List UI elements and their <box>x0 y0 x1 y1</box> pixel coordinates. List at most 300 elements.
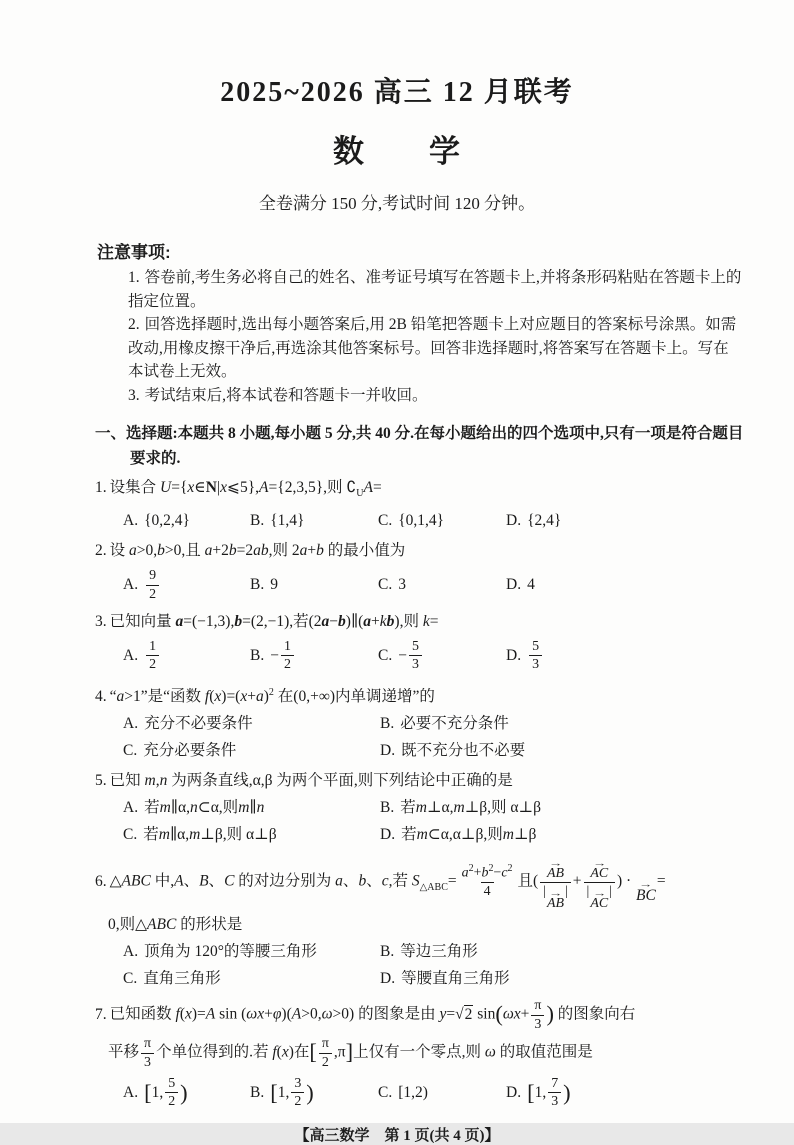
question-stem-line <box>95 996 752 1034</box>
math-var: x <box>214 688 222 705</box>
fraction-numerator: π <box>144 1036 152 1052</box>
math-text: 若 <box>144 799 160 816</box>
math-bold-var: a <box>321 612 330 630</box>
options-row <box>95 637 752 675</box>
math-bold-var: b <box>234 612 243 630</box>
math-text: 既不充分也不必要 <box>401 742 526 759</box>
option-label: B. <box>380 715 395 732</box>
fraction-numerator: 9 <box>149 568 157 584</box>
question-stem-line <box>95 1034 752 1072</box>
math-var: x <box>185 1005 192 1023</box>
math-var: ab <box>253 542 269 560</box>
math-text: = <box>447 872 457 890</box>
math-text: =2 <box>236 542 254 560</box>
math-var: m <box>415 799 427 816</box>
math-text: )=( <box>221 688 241 705</box>
math-text: 、 <box>342 872 359 890</box>
math-var: U <box>160 479 172 496</box>
math-var: b <box>157 542 165 560</box>
math-var: m <box>502 826 514 843</box>
option <box>123 823 380 847</box>
question-number: 5. <box>95 772 107 789</box>
vector <box>590 860 608 882</box>
fraction-denominator: 2 <box>146 655 159 673</box>
math-var: m <box>159 799 171 816</box>
math-text: + <box>473 866 482 882</box>
math-bold-var: b <box>338 612 346 630</box>
math-text: ={ <box>171 479 188 496</box>
square-root <box>455 1005 473 1023</box>
notice-item-number: 2. <box>128 316 140 333</box>
notice-item <box>97 384 742 408</box>
option-label: A. <box>123 943 139 961</box>
question-number: 2. <box>95 542 107 560</box>
option-label: B. <box>380 943 395 961</box>
fraction-numerator: 5 <box>532 638 540 654</box>
notice-item-text: 回答选择题时,选出每小题答案后,用 2B 铅笔把答题卡上对应题目的答案标号涂黑。如需改动,用橡皮擦干净后,再选涂其他答案标号。回答非选择题时,将答案写在答题卡上。写在本试卷上无效。 <box>128 316 737 380</box>
option-label: D. <box>380 826 396 843</box>
math-text: ) · <box>616 872 636 890</box>
vector-arrow-icon: → <box>592 887 606 898</box>
fraction-denominator: 3 <box>409 655 422 673</box>
math-text: △ <box>109 872 122 890</box>
fraction-numerator: 1 <box>283 638 291 654</box>
big-bracket: ( <box>495 1001 503 1027</box>
math-var: f <box>204 688 210 705</box>
math-text: 平移 <box>108 1043 140 1061</box>
subject-title: 数 学 <box>333 134 461 169</box>
math-text: ,则 2 <box>268 542 300 560</box>
math-text: ⊥β,则 α⊥β <box>464 799 542 816</box>
math-var: S <box>411 872 420 890</box>
big-bracket: [ <box>270 1079 278 1105</box>
question-number: 6. <box>95 872 107 890</box>
question <box>95 852 752 991</box>
math-text: | <box>586 883 590 899</box>
math-var: c <box>501 866 508 882</box>
math-text: 、 <box>183 872 200 890</box>
math-var: m <box>453 799 465 816</box>
big-bracket: ) <box>563 1079 571 1105</box>
question-stem-line <box>95 538 752 564</box>
fraction-numerator: 3 <box>294 1076 302 1092</box>
math-text: 必要不充分条件 <box>400 715 509 732</box>
fraction-numerator: 1 <box>149 638 157 654</box>
superscript: 2 <box>468 863 474 875</box>
notice-item-number: 1. <box>128 269 140 286</box>
fraction-numerator: 5 <box>168 1076 176 1092</box>
option <box>123 796 380 820</box>
fraction-denominator: 3 <box>531 1015 544 1033</box>
option <box>380 967 752 991</box>
math-text: − <box>493 866 502 882</box>
math-text: 等腰直角三角形 <box>401 970 510 988</box>
fraction <box>146 638 159 674</box>
option <box>380 796 752 820</box>
option <box>123 739 380 763</box>
math-text: {0,1,4} <box>398 512 445 530</box>
question-stem-line <box>95 680 752 710</box>
math-text: 充分不必要条件 <box>144 715 253 732</box>
math-var: A <box>363 479 373 496</box>
math-text: ,若 <box>388 872 412 890</box>
math-var: B <box>199 872 209 890</box>
fraction <box>281 638 294 674</box>
big-bracket: [ <box>144 1079 152 1105</box>
math-bold-var: a <box>363 612 372 630</box>
option <box>378 637 506 675</box>
math-text: +2 <box>212 542 229 560</box>
math-var: m <box>238 799 250 816</box>
math-var: A <box>291 1005 302 1023</box>
math-text: ( <box>209 688 215 705</box>
math-text: 9 <box>270 576 278 594</box>
math-text: = <box>429 612 439 630</box>
notice-section <box>97 238 742 407</box>
options-row <box>95 712 752 763</box>
math-text: − <box>270 646 279 664</box>
option <box>123 637 250 675</box>
math-text: 的最小值为 <box>323 542 406 560</box>
math-text: 已知 <box>109 772 145 789</box>
math-var: k <box>379 612 387 630</box>
math-var: ω <box>321 1005 333 1023</box>
option-label: A. <box>123 646 139 664</box>
math-text: , <box>155 772 160 789</box>
fraction-denominator: 3 <box>529 655 542 673</box>
fraction-denominator: 2 <box>165 1092 178 1110</box>
math-text: 直角三角形 <box>143 970 221 988</box>
math-bold: N <box>205 479 217 496</box>
notice-item <box>97 313 742 384</box>
fraction <box>584 853 615 911</box>
section-heading: 一、选择题:本题共 8 小题,每小题 5 分,共 40 分.在每小题给出的四个选项中,只有一项是符合题目要求的. <box>95 425 744 467</box>
math-text: | <box>609 883 612 899</box>
option-label: D. <box>506 1083 522 1101</box>
math-text: 4 <box>527 576 535 594</box>
vector <box>547 860 564 882</box>
option <box>506 509 752 533</box>
math-text: >0) 的图象是由 <box>332 1005 440 1023</box>
fraction <box>531 997 544 1033</box>
math-text: [1,2) <box>398 1083 428 1101</box>
math-var: a <box>299 542 308 560</box>
math-var: b <box>316 542 324 560</box>
math-text: >0, <box>301 1005 322 1023</box>
vector <box>546 887 564 912</box>
math-var: a <box>129 542 137 560</box>
fraction <box>291 1075 304 1111</box>
math-var: ABC <box>121 872 151 890</box>
vector-arrow-icon: → <box>548 887 563 898</box>
math-text: | <box>543 883 546 899</box>
math-text: 等边三角形 <box>400 943 478 961</box>
math-text: sin <box>473 1005 496 1023</box>
math-var: A <box>205 1005 216 1023</box>
math-var: m <box>158 826 170 843</box>
fraction <box>146 567 159 603</box>
vector-name: AC <box>590 895 609 911</box>
math-var: a <box>116 688 125 705</box>
math-var: m <box>144 772 156 789</box>
math-text: 为两条直线,α,β 为两个平面,则下列结论中正确的是 <box>167 772 513 789</box>
subscript: U <box>356 488 364 500</box>
subscript: △ABC <box>419 881 448 893</box>
math-text: ∥α, <box>169 826 190 843</box>
math-text: >1”是“函数 <box>124 688 205 705</box>
big-bracket: ) <box>306 1079 314 1105</box>
fraction-numerator: 7 <box>551 1076 559 1092</box>
math-text: 个单位得到的.若 <box>156 1043 273 1061</box>
option-label: A. <box>123 715 139 732</box>
math-text: ={2,3,5},则 ∁ <box>268 479 357 496</box>
question-number: 1. <box>95 479 107 496</box>
option-label: D. <box>506 512 522 530</box>
vector <box>590 887 609 912</box>
math-var: A <box>174 872 184 890</box>
math-var: φ <box>272 1005 282 1023</box>
radical-icon: √ <box>455 1005 464 1023</box>
fraction-denominator: 2 <box>291 1092 304 1110</box>
question-stem-line <box>95 852 752 912</box>
fraction-denominator: 3 <box>548 1092 561 1110</box>
fraction <box>529 638 542 674</box>
vector-name: AB <box>546 866 564 881</box>
fraction-denominator: 4 <box>481 882 494 900</box>
option-label: C. <box>123 970 138 988</box>
option-label: B. <box>380 799 395 816</box>
math-text: ⊥β,则 α⊥β <box>200 826 277 843</box>
fraction <box>409 638 422 674</box>
math-text: 的图象向右 <box>553 1005 636 1023</box>
option <box>378 1081 506 1105</box>
question-number: 4. <box>95 688 107 705</box>
math-text: 顶角为 120°的等腰三角形 <box>144 943 317 961</box>
option <box>380 823 752 847</box>
fraction-denominator: 2 <box>281 655 294 673</box>
question <box>95 768 752 847</box>
option <box>123 566 250 604</box>
math-text: 且( <box>517 872 539 890</box>
math-text: 中, <box>150 872 175 890</box>
option <box>506 637 752 675</box>
page-footer-area <box>0 1124 794 1145</box>
math-var: a <box>256 688 264 705</box>
option <box>123 967 380 991</box>
math-var: c <box>381 872 389 890</box>
math-text: | <box>216 479 221 496</box>
option <box>250 637 378 675</box>
fraction-denominator: 2 <box>146 585 159 603</box>
math-text: {2,4} <box>527 512 562 530</box>
option <box>123 940 380 964</box>
math-bold-var: a <box>175 612 184 630</box>
question-stem-line <box>95 768 752 794</box>
option-label: C. <box>378 576 393 594</box>
math-text: ( <box>179 1005 185 1023</box>
math-text: + <box>572 872 582 890</box>
math-text: )= <box>191 1005 206 1023</box>
math-text: ),则 <box>394 612 423 630</box>
math-text: ,π <box>333 1043 346 1061</box>
notice-item-number: 3. <box>128 386 140 404</box>
math-text: ⊥α, <box>426 799 454 816</box>
vector-arrow-icon: → <box>639 878 653 889</box>
math-var: y <box>439 1005 447 1023</box>
math-text: 已知向量 <box>109 612 176 630</box>
question <box>95 680 752 763</box>
fraction-denominator: 3 <box>141 1053 154 1071</box>
vector-name: AB <box>546 895 564 911</box>
option-label: B. <box>250 576 265 594</box>
math-text: =(2,−1),若(2 <box>242 612 322 630</box>
math-text: >0, <box>136 542 158 560</box>
option <box>506 1074 752 1112</box>
math-text: )( <box>281 1005 292 1023</box>
math-text: ∥ <box>249 799 257 816</box>
math-var: ABC <box>147 916 177 934</box>
math-text: 上仅有一个零点,则 <box>353 1043 485 1061</box>
question-number: 3. <box>95 612 107 630</box>
options-row <box>95 509 752 533</box>
math-text: − <box>329 612 339 630</box>
vector-name: AC <box>590 866 609 881</box>
math-text: {1,4} <box>270 512 305 530</box>
question-stem-line <box>95 609 752 635</box>
math-text: 设 <box>109 542 130 560</box>
vector-arrow-icon: → <box>548 858 563 868</box>
option-label: C. <box>123 742 138 759</box>
math-text: = <box>372 479 382 496</box>
math-text: 在(0,+∞)内单调递增”的 <box>273 688 435 705</box>
radicand: 2 <box>464 1005 473 1023</box>
math-text: 1, <box>277 1083 290 1101</box>
big-bracket: [ <box>527 1079 535 1105</box>
option <box>123 509 250 533</box>
exam-header <box>0 0 794 214</box>
option <box>506 573 752 597</box>
option <box>378 573 506 597</box>
math-var: n <box>159 772 168 789</box>
math-text: =(−1,3), <box>183 612 235 630</box>
math-text: 设集合 <box>109 479 161 496</box>
exam-title: 2025~2026 高三 12 月联考 <box>220 77 574 108</box>
superscript: 2 <box>268 686 274 698</box>
fraction <box>141 1035 154 1071</box>
math-text: ⊂α,α⊥β,则 <box>427 826 503 843</box>
options-row <box>95 1074 752 1112</box>
math-var: m <box>416 826 428 843</box>
math-text: ⊂α,则 <box>197 799 239 816</box>
question <box>95 475 752 533</box>
math-text: ⊥β <box>513 826 537 843</box>
math-text: 、 <box>208 872 225 890</box>
math-text: = <box>446 1005 456 1023</box>
option-label: A. <box>123 512 139 530</box>
option-label: A. <box>123 576 139 594</box>
option-label: B. <box>250 646 265 664</box>
option-label: A. <box>123 1083 139 1101</box>
big-bracket: ] <box>345 1039 354 1065</box>
question-stem-line <box>95 475 752 507</box>
exam-info-line: 全卷满分 150 分,考试时间 120 分钟。 <box>258 194 536 213</box>
choice-section <box>0 421 794 1112</box>
math-text: )在 <box>288 1043 310 1061</box>
option-label: D. <box>506 576 522 594</box>
notice-heading: 注意事项: <box>97 243 171 262</box>
math-var: ωx <box>502 1005 521 1023</box>
fraction-numerator: 5 <box>411 638 419 654</box>
fraction <box>540 853 571 911</box>
option <box>380 712 752 736</box>
fraction-denominator <box>540 882 571 912</box>
options-row <box>95 940 752 991</box>
option-label: D. <box>380 742 396 759</box>
math-text: 1, <box>534 1083 547 1101</box>
math-var: b <box>481 866 489 882</box>
math-text: ( <box>276 1043 282 1061</box>
fraction <box>319 1035 332 1071</box>
math-var: x <box>240 688 248 705</box>
math-text: sin ( <box>215 1005 247 1023</box>
math-text: 若 <box>401 826 417 843</box>
math-var: x <box>281 1043 289 1061</box>
page-footer: 【高三数学 第 1 页(共 4 页)】 <box>294 1127 500 1144</box>
math-var: a <box>204 542 213 560</box>
math-bold-var: b <box>386 612 395 630</box>
option-label: B. <box>250 512 265 530</box>
math-text: ∈ <box>194 479 206 496</box>
math-var: a <box>335 872 343 890</box>
option-label: C. <box>378 512 393 530</box>
option-label: D. <box>506 646 522 664</box>
math-var: n <box>256 799 265 816</box>
math-text: {0,2,4} <box>144 512 190 530</box>
math-var: x <box>220 479 227 496</box>
math-var: x <box>187 479 195 496</box>
big-bracket: [ <box>309 1039 317 1065</box>
math-text: >0,且 <box>164 542 205 560</box>
math-text: 已知函数 <box>109 1005 176 1023</box>
math-text: + <box>264 1005 273 1023</box>
math-text: ∥α, <box>170 799 190 816</box>
options-row <box>95 796 752 847</box>
math-text: = <box>656 872 666 890</box>
fraction <box>548 1075 561 1111</box>
fraction-denominator: 2 <box>319 1053 332 1071</box>
superscript: 2 <box>507 863 513 875</box>
vector-arrow-icon: → <box>592 858 606 868</box>
math-var: C <box>224 872 235 890</box>
math-text: | <box>565 883 568 899</box>
option <box>380 940 752 964</box>
math-var: b <box>228 542 237 560</box>
math-text: “ <box>109 688 117 705</box>
math-text: ⩽5}, <box>226 479 260 496</box>
notice-list <box>97 266 742 407</box>
big-bracket: ) <box>546 1001 554 1027</box>
math-text: 若 <box>400 799 416 816</box>
math-var: f <box>272 1043 277 1061</box>
math-var: ωx <box>246 1005 265 1023</box>
option-label: B. <box>250 1083 265 1101</box>
math-var: f <box>175 1005 180 1023</box>
math-text: 充分必要条件 <box>143 742 237 759</box>
math-var: k <box>422 612 430 630</box>
math-text: 的取值范围是 <box>495 1043 593 1061</box>
math-text: 若 <box>143 826 159 843</box>
math-text: + <box>307 542 317 560</box>
